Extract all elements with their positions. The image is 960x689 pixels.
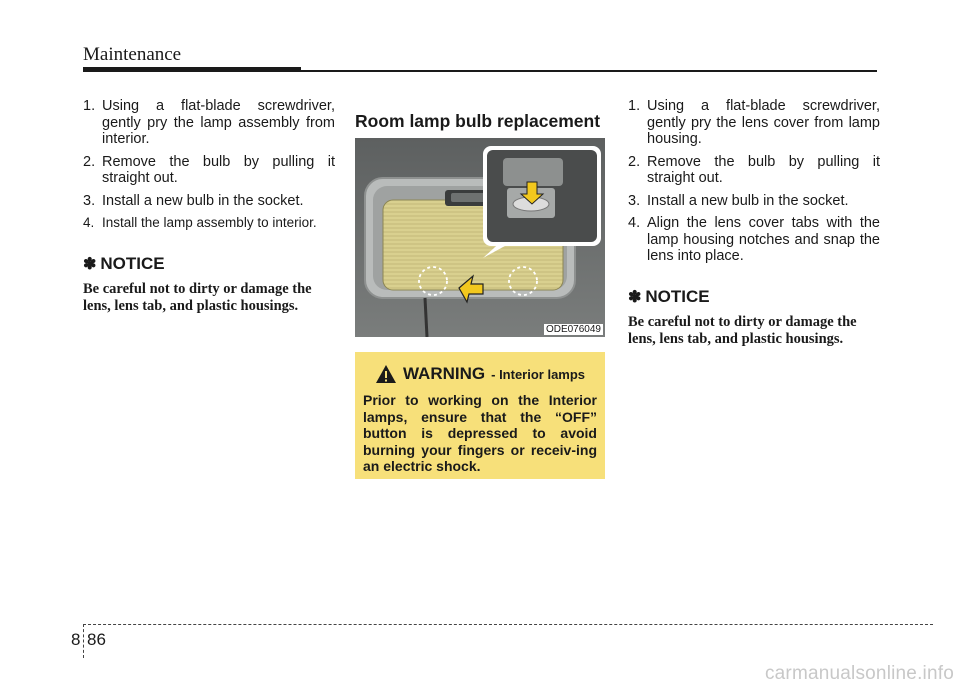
step-number: 4. — [628, 215, 641, 231]
step-text: Install the lamp assembly to interior. — [102, 215, 317, 230]
left-step-3 — [83, 193, 335, 210]
warning-title: WARNING — [402, 364, 486, 383]
step-text: Align the lens cover tabs with the lamp housing notches and snap the lens into place. — [647, 215, 880, 264]
page-number: 86 — [87, 630, 106, 649]
image-caption: ODE076049 — [545, 324, 601, 335]
warning-text: Prior to working on the Interior lamps, ensure that the “OFF” button is depressed to avoid burning your fingers or receiv-ing an electric shock. — [363, 392, 597, 474]
left-step-4 — [83, 215, 335, 232]
step-text: Using a flat-blade screwdriver, gently pry the lamp assembly from interior. — [102, 98, 335, 147]
header-rule — [301, 70, 877, 72]
right-step-4 — [628, 215, 880, 265]
right-step-2 — [628, 154, 880, 187]
header-title: Maintenance — [83, 44, 182, 65]
step-text: Using a flat-blade screwdriver, gently pry the lens cover from lamp housing. — [647, 98, 880, 147]
step-number: 2. — [628, 153, 641, 170]
notice-star-icon: ✽ — [83, 255, 97, 273]
right-notice-heading — [628, 287, 880, 307]
notice-title: NOTICE — [645, 286, 710, 306]
footer-divider — [83, 624, 84, 658]
notice-star-icon: ✽ — [628, 288, 642, 306]
footer-rule — [83, 624, 933, 625]
warning-box — [355, 352, 605, 479]
step-number: 1. — [83, 98, 96, 114]
left-column — [83, 98, 335, 315]
right-steps-list — [628, 98, 880, 265]
warning-heading — [363, 364, 597, 384]
step-text: Install a new bulb in the socket. — [647, 192, 849, 209]
room-lamp-photo — [355, 138, 605, 337]
watermark: carmanualsonline.info — [764, 663, 954, 684]
warning-subtitle: - Interior lamps — [491, 366, 586, 382]
left-notice-heading — [83, 254, 335, 274]
room-lamp-illustration — [355, 138, 605, 337]
section-title: Room lamp bulb replacement — [355, 111, 601, 131]
step-text: Remove the bulb by pulling it straight out. — [647, 153, 880, 186]
right-notice-text: Be careful not to dirty or damage the lens, lens tab, and plastic housings. — [628, 313, 857, 347]
step-number: 3. — [628, 192, 641, 209]
step-text: Install a new bulb in the socket. — [102, 192, 304, 209]
step-number: 2. — [83, 153, 96, 170]
step-number: 3. — [83, 192, 96, 209]
warning-triangle-icon — [375, 364, 397, 384]
step-number: 1. — [628, 98, 641, 114]
left-steps-list — [83, 98, 335, 232]
chapter-number: 8 — [71, 630, 81, 649]
step-number: 4. — [83, 215, 95, 230]
right-column — [628, 98, 880, 348]
right-step-1 — [628, 98, 880, 148]
header-bar — [83, 67, 301, 72]
notice-title: NOTICE — [100, 253, 165, 273]
left-step-2 — [83, 154, 335, 187]
step-text: Remove the bulb by pulling it straight out. — [102, 153, 335, 186]
left-step-1 — [83, 98, 335, 148]
left-notice-text: Be careful not to dirty or damage the lens, lens tab, and plastic housings. — [83, 280, 312, 314]
right-step-3 — [628, 193, 880, 210]
